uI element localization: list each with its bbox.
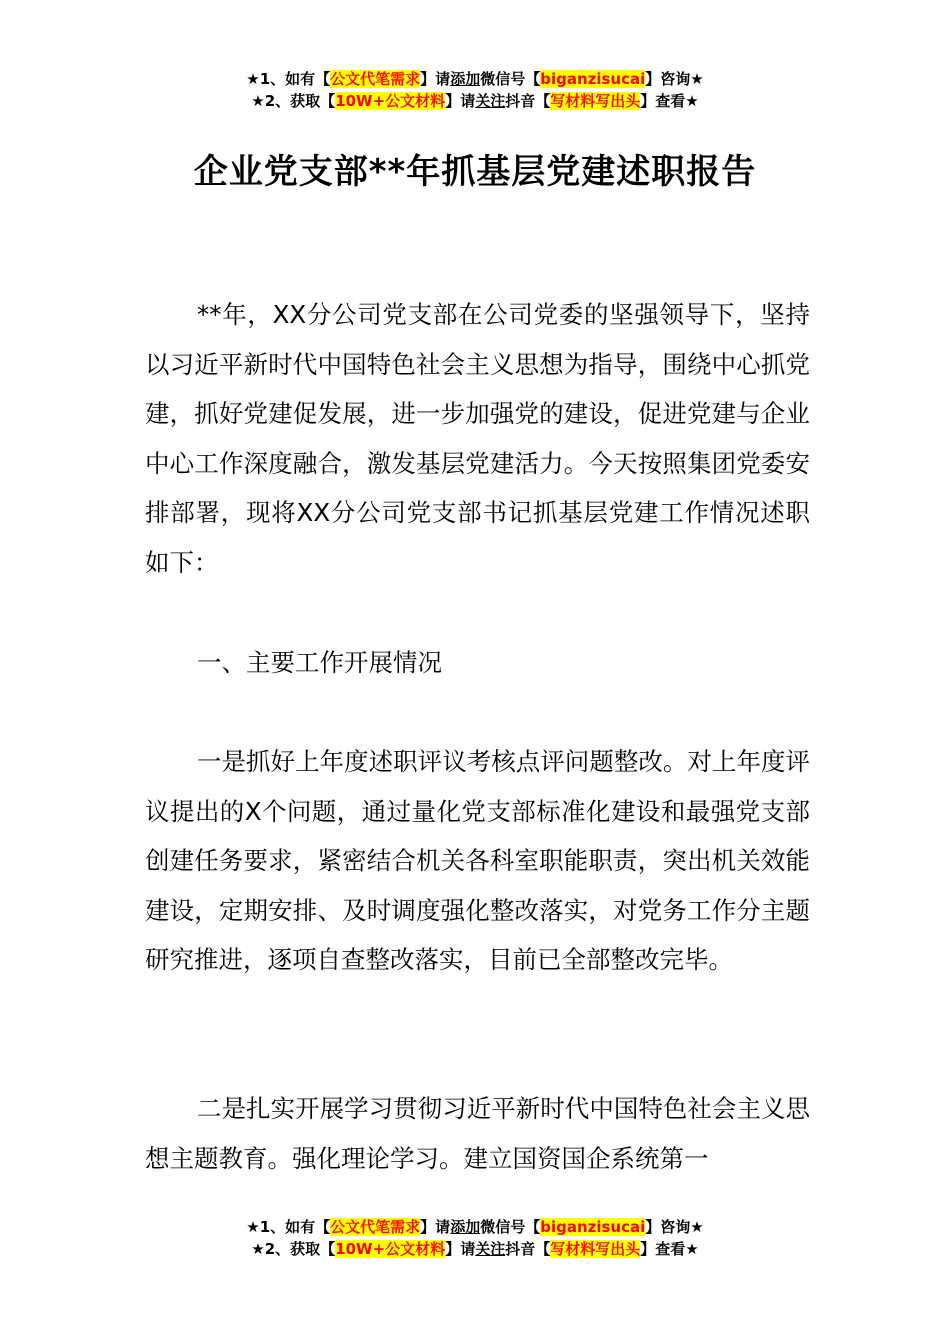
banner-underlined-text: 添加 <box>450 1218 481 1236</box>
banner-line-2 <box>0 1238 950 1260</box>
heading-text: 一、主要工作开展情况 <box>197 648 442 677</box>
banner-line-2 <box>0 90 950 112</box>
section-heading <box>145 638 810 688</box>
highlight-service: 公文代笔需求 <box>330 1218 421 1236</box>
paragraph-text: 二是扎实开展学习贯彻习近平新时代中国特色社会主义思想主题教育。强化理论学习。建立国资国企系统第一 <box>145 1094 810 1173</box>
banner-text: 】请 <box>445 92 476 110</box>
banner-text: 】查看★ <box>640 92 699 110</box>
banner-text: ★1、如有【 <box>246 70 331 88</box>
highlight-wechat-id: biganzisucai <box>540 1218 646 1236</box>
banner-text: 】请 <box>420 70 451 88</box>
banner-text: 抖音【 <box>505 1240 551 1258</box>
banner-text: ★2、获取【 <box>251 1240 336 1258</box>
banner-text: ★2、获取【 <box>251 92 336 110</box>
paragraph-text: **年，XX分公司党支部在公司党委的坚强领导下，坚持以习近平新时代中国特色社会主义思想为指导，围绕中心抓党建，抓好党建促发展，进一步加强党的建设，促进党建与企业中心工作深度融合，激发基层党建活力。今天按照集团党委安排部署，现将XX分公司党支部书记抓基层党建工作情况述职如下： <box>145 300 810 577</box>
banner-text: 微信号【 <box>480 1218 541 1236</box>
banner-underlined-text: 关注 <box>475 92 506 110</box>
banner-text: 】请 <box>420 1218 451 1236</box>
highlight-douyin-account: 写材料写出头 <box>550 1240 641 1258</box>
banner-text: ★1、如有【 <box>246 1218 331 1236</box>
banner-text: 】咨询★ <box>645 1218 704 1236</box>
banner-text: 】查看★ <box>640 1240 699 1258</box>
highlight-douyin-account: 写材料写出头 <box>550 92 641 110</box>
highlight-materials: 10W+公文材料 <box>335 92 446 110</box>
header-banner <box>0 68 950 112</box>
highlight-materials: 10W+公文材料 <box>335 1240 446 1258</box>
highlight-wechat-id: biganzisucai <box>540 70 646 88</box>
document-title: 企业党支部**年抓基层党建述职报告 <box>193 152 757 192</box>
intro-paragraph <box>145 290 810 588</box>
banner-text: 】请 <box>445 1240 476 1258</box>
banner-text: 抖音【 <box>505 92 551 110</box>
banner-line-1 <box>0 68 950 90</box>
banner-text: 微信号【 <box>480 70 541 88</box>
paragraph-text: 一是抓好上年度述职评议考核点评问题整改。对上年度评议提出的X个问题，通过量化党支部标准化建设和最强党支部创建任务要求，紧密结合机关各科室职能职责，突出机关效能建设，定期安排、及时调度强化整改落实，对党务工作分主题研究推进，逐项自查整改落实，目前已全部整改完毕。 <box>145 747 810 975</box>
footer-banner <box>0 1216 950 1260</box>
banner-underlined-text: 添加 <box>450 70 481 88</box>
banner-text: 】咨询★ <box>645 70 704 88</box>
banner-line-1 <box>0 1216 950 1238</box>
banner-underlined-text: 关注 <box>475 1240 506 1258</box>
body-paragraph-1 <box>145 737 810 985</box>
body-paragraph-2 <box>145 1084 810 1184</box>
highlight-service: 公文代笔需求 <box>330 70 421 88</box>
